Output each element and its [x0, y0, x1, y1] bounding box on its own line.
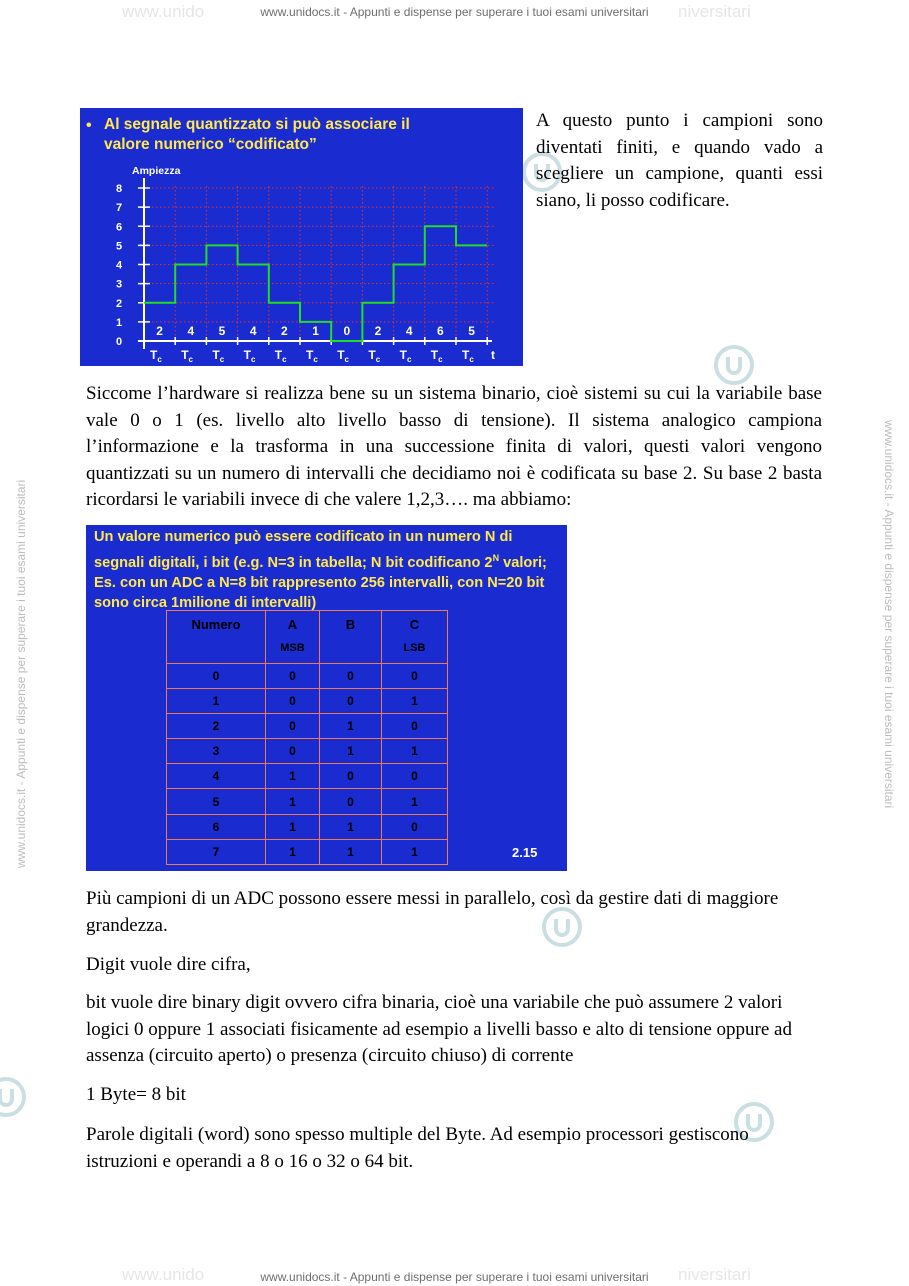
x-tick-label: $T_c$ — [212, 348, 225, 364]
watermark-side-left: www.unidocs.it - Appunti e dispense per superare i tuoi esami universitari — [14, 479, 28, 868]
y-tick-label: 4 — [116, 259, 123, 272]
table-cell: 1 — [266, 839, 320, 864]
value-label: 5 — [218, 324, 226, 338]
table-cell: 1 — [266, 764, 320, 789]
slide1-title-line1: Al segnale quantizzato si può associare il — [104, 116, 410, 133]
watermark-logo-icon — [0, 1075, 28, 1119]
watermark-site-top-right: niversitari — [678, 2, 751, 21]
table-row — [167, 839, 448, 864]
x-tick-label: $T_c$ — [306, 348, 318, 364]
table-cell: 0 — [320, 764, 382, 789]
paragraph-hardware-binario: Siccome l’hardware si realizza bene su un sistema binario, cioè sistemi su cui la variabile base vale 0 o 1 (es. livello alto livello basso di tensione). Il sistema analogico campiona l’informazione e la trasforma in una successione finita di valori, questi valori vengono quantizzati su un numero di intervalli che decidiamo noi è codificata su base 2. Su base 2 basta ricordarsi le variabili invece di che valere 1,2,3…. ma abbiamo: — [86, 383, 822, 510]
table-cell: 1 — [320, 839, 382, 864]
table-cell: 1 — [320, 714, 382, 739]
table-row — [167, 814, 448, 839]
x-tick-label: $T_c$ — [274, 348, 287, 364]
x-tick-label: $T_c$ — [430, 348, 443, 364]
y-tick-label: 8 — [116, 183, 123, 195]
table-cell: 1 — [382, 739, 448, 764]
table-cell: 0 — [167, 664, 266, 689]
x-tick-label: $T_c$ — [243, 348, 256, 364]
slide1-bullet: • — [86, 117, 92, 134]
slide-binary-coding — [86, 525, 567, 871]
table-cell: 0 — [266, 664, 320, 689]
table-cell: 0 — [320, 689, 382, 714]
table-cell: 2 — [167, 714, 266, 739]
y-tick-label: 5 — [116, 240, 123, 253]
table-row — [167, 739, 448, 764]
y-tick-label: 7 — [116, 202, 123, 215]
table-cell: 1 — [382, 689, 448, 714]
slide2-title: Un valore numerico può essere codificato in un numero N di segnali digitali, i bit (e.g. N=3 in tabella; N bit codificano $2^N$ valori; Es. con un ADC a N=8 bit rappresento 256 intervalli, con N=20 bit sono circa 1milione di intervalli) — [94, 529, 547, 612]
y-tick-label: 6 — [116, 221, 123, 234]
table-cell: 0 — [320, 789, 382, 814]
y-tick-label: 3 — [116, 278, 123, 291]
table-cell: 0 — [382, 664, 448, 689]
table-header-a: A MSB — [266, 611, 320, 664]
x-tick-label: $T_c$ — [150, 348, 162, 364]
table-header-b: B — [320, 611, 382, 664]
slide-quantized-signal — [80, 108, 523, 366]
table-cell: 1 — [320, 814, 382, 839]
text-campioni-finiti: A questo punto i campioni sono diventati finiti, e quando vado a scegliere un campione, quanti essi siano, li posso codificare. — [536, 110, 823, 211]
table-row — [167, 764, 448, 789]
value-label: 4 — [405, 324, 413, 338]
table-row — [167, 689, 448, 714]
table-cell: 4 — [167, 764, 266, 789]
table-cell: 1 — [382, 789, 448, 814]
binary-code-table — [166, 610, 448, 865]
y-tick-label: 1 — [116, 316, 123, 329]
page-footer[interactable]: www.unidocs.it - Appunti e dispense per superare i tuoi esami universitari — [260, 1270, 649, 1284]
table-row — [167, 714, 448, 739]
y-tick-label: 2 — [116, 297, 123, 310]
table-cell: 7 — [167, 839, 266, 864]
watermark-site-bottom-right: niversitari — [678, 1265, 751, 1284]
table-row — [167, 664, 448, 689]
watermark-site-top-left: www.unido — [122, 2, 205, 21]
table-cell: 0 — [266, 689, 320, 714]
slide1-title-line2: valore numerico “codificato” — [104, 136, 317, 153]
table-header-c: C LSB — [382, 611, 448, 664]
table-cell: 5 — [167, 789, 266, 814]
table-cell: 0 — [266, 714, 320, 739]
paragraph-campioni-parallelo: Più campioni di un ADC possono essere messi in parallelo, così da gestire dati di maggiore grandezza. — [86, 888, 779, 936]
table-cell: 1 — [382, 839, 448, 864]
x-tick-label: $T_c$ — [337, 348, 349, 364]
table-cell: 3 — [167, 739, 266, 764]
chart-x-axis-label: t — [491, 348, 495, 362]
x-tick-label: $T_c$ — [181, 348, 193, 364]
table-cell: 1 — [167, 689, 266, 714]
value-label: 4 — [187, 324, 195, 338]
x-tick-label: $T_c$ — [462, 348, 474, 364]
quantized-signal-chart — [80, 108, 523, 366]
value-label: 2 — [156, 324, 163, 338]
table-cell: 0 — [382, 814, 448, 839]
table-cell: 0 — [382, 764, 448, 789]
value-label: 0 — [343, 324, 351, 338]
table-header-numero: Numero — [167, 611, 266, 664]
chart-y-axis-label: Ampiezza — [132, 165, 181, 177]
paragraph-byte: 1 Byte= 8 bit — [86, 1084, 186, 1105]
table-cell: 1 — [320, 739, 382, 764]
table-row — [167, 789, 448, 814]
value-label: 4 — [249, 324, 257, 338]
paragraph-word: Parole digitali (word) sono spesso multiple del Byte. Ad esempio processori gestiscono istruzioni e operandi a 8 o 16 o 32 o 64 bit. — [86, 1124, 749, 1172]
table-cell: 6 — [167, 814, 266, 839]
table-cell: 0 — [382, 714, 448, 739]
value-label: 5 — [468, 324, 475, 338]
y-tick-label: 0 — [116, 336, 123, 348]
table-cell: 0 — [266, 739, 320, 764]
value-label: 2 — [281, 324, 288, 338]
x-tick-label: $T_c$ — [399, 348, 412, 364]
value-label: 1 — [312, 324, 319, 338]
paragraph-digit: Digit vuole dire cifra, — [86, 954, 251, 975]
table-cell: 1 — [266, 789, 320, 814]
watermark-side-right: www.unidocs.it - Appunti e dispense per superare i tuoi esami universitari — [882, 420, 896, 809]
paragraph-bit-definition: bit vuole dire binary digit ovvero cifra binaria, cioè una variabile che può assumere 2 valori logici 0 oppure 1 associati fisicamente ad esempio a livelli basso e alto di tensione oppure ad assenza (circuito aperto) o presenza (circuito chiuso) di corrente — [86, 992, 792, 1066]
table-cell: 0 — [320, 664, 382, 689]
slide-page-number: 2.15 — [512, 845, 538, 860]
value-label: 2 — [374, 324, 382, 338]
value-label: 6 — [437, 324, 444, 338]
watermark-site-bottom-left: www.unido — [122, 1265, 205, 1284]
x-tick-label: $T_c$ — [368, 348, 381, 364]
page-header[interactable]: www.unidocs.it - Appunti e dispense per superare i tuoi esami universitari — [260, 5, 649, 19]
table-cell: 1 — [266, 814, 320, 839]
